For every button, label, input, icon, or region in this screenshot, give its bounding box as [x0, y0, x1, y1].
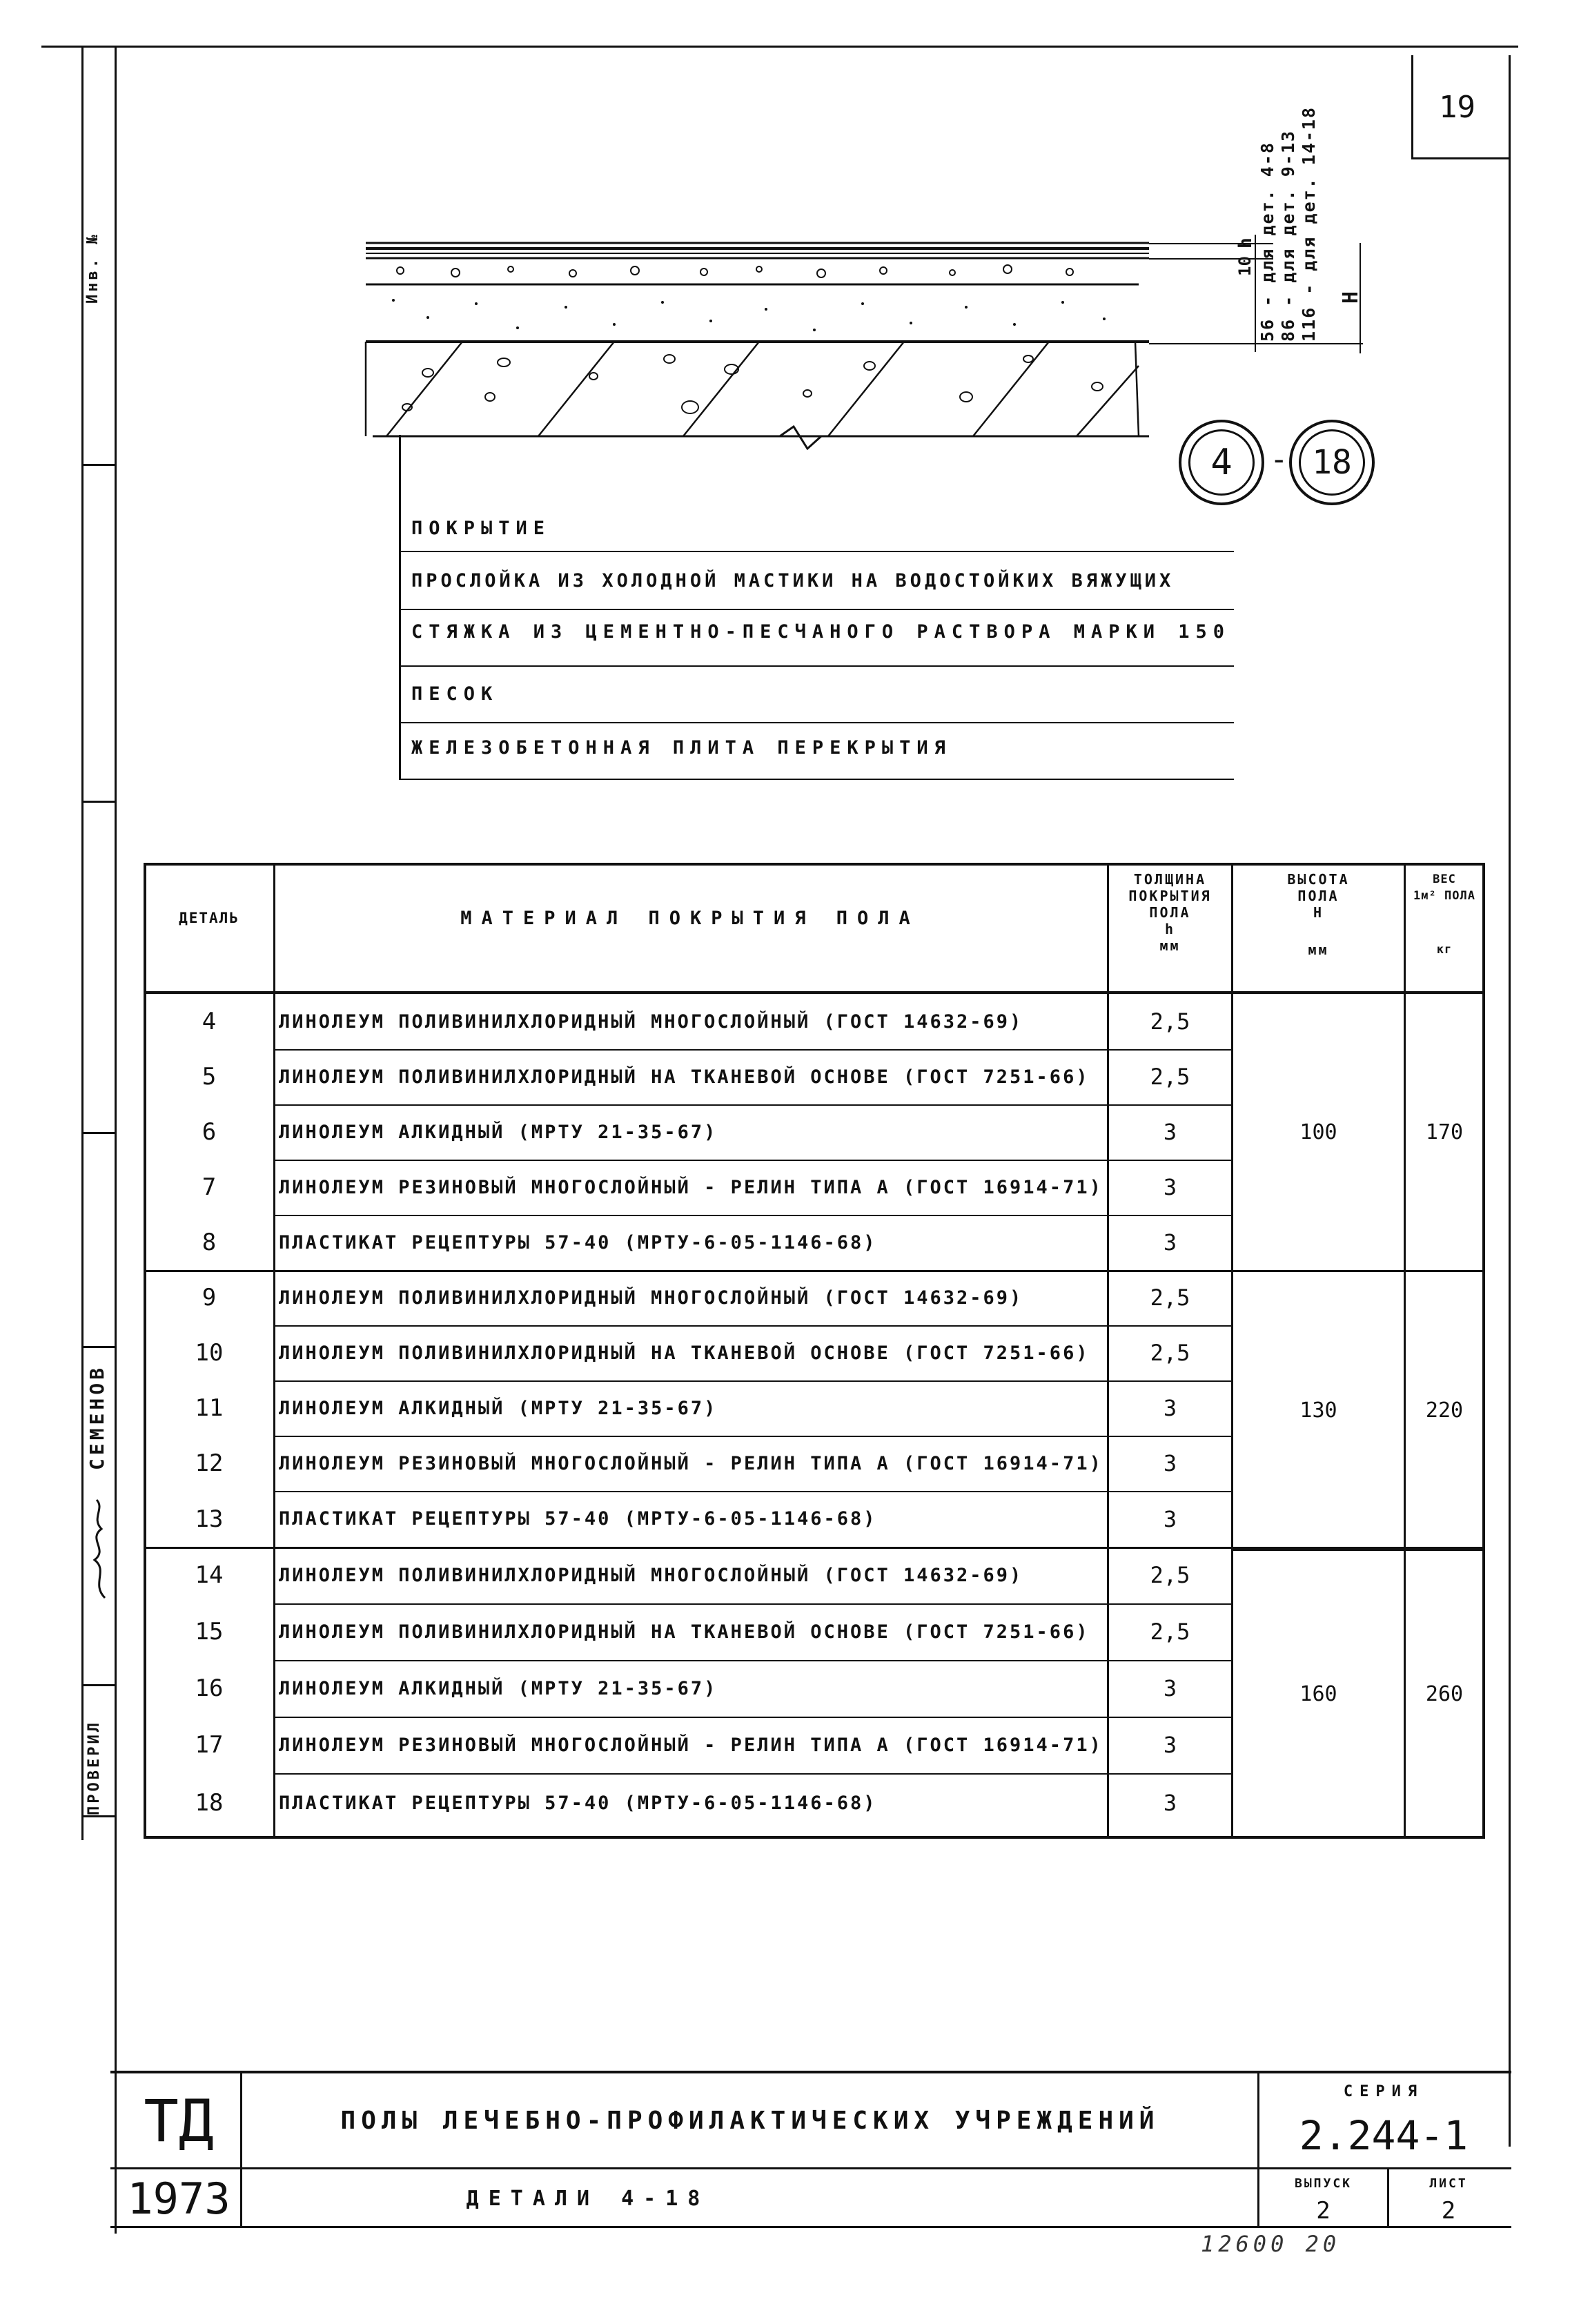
table-row-thickness: 2,5 [1150, 1064, 1190, 1090]
header-material: МАТЕРИАЛ ПОКРЫТИЯ ПОЛА [460, 907, 920, 929]
signature [84, 1494, 112, 1605]
table-row-detail: 4 [202, 1008, 217, 1035]
table-row-thickness: 3 [1163, 1395, 1177, 1421]
table-row-thickness: 2,5 [1150, 1008, 1190, 1035]
table-row-material: ЛИНОЛЕУМ ПОЛИВИНИЛХЛОРИДНЫЙ МНОГОСЛОЙНЫЙ (ГОСТ 14632-69) [279, 1564, 1023, 1586]
table-row-material: ПЛАСТИКАТ РЕЦЕПТУРЫ 57-40 (МРТУ-6-05-1146-68) [279, 1792, 877, 1814]
org-code: ТД [144, 2087, 214, 2155]
group-3-weight: 260 [1425, 1681, 1464, 1706]
table-row-detail: 15 [195, 1618, 224, 1646]
table-row-detail: 6 [202, 1118, 217, 1146]
table-row-detail: 5 [202, 1063, 217, 1091]
floor-section-drawing [345, 221, 1159, 456]
table-row-thickness: 2,5 [1150, 1340, 1190, 1366]
table-row-detail: 18 [195, 1789, 224, 1817]
dim-line-3: 116 - для дет. 14-18 [1299, 106, 1319, 342]
frame-bottom [110, 2226, 1511, 2228]
table-row-thickness: 3 [1163, 1174, 1177, 1200]
table-row-material: ЛИНОЛЕУМ РЕЗИНОВЫЙ МНОГОСЛОЙНЫЙ - РЕЛИН ТИПА А (ГОСТ 16914-71) [279, 1452, 1103, 1474]
sheet-number: 19 [1439, 90, 1475, 125]
table-row-detail: 16 [195, 1674, 224, 1702]
table-row-detail: 17 [195, 1731, 224, 1759]
group-1-weight: 170 [1425, 1120, 1464, 1144]
frame-left-outer [81, 46, 84, 1840]
table-row-material: ЛИНОЛЕУМ РЕЗИНОВЫЙ МНОГОСЛОЙНЫЙ - РЕЛИН ТИПА А (ГОСТ 16914-71) [279, 1734, 1103, 1756]
table-row-thickness: 3 [1163, 1505, 1177, 1532]
table-row-material: ПЛАСТИКАТ РЕЦЕПТУРЫ 57-40 (МРТУ-6-05-1146-68) [279, 1508, 877, 1530]
table-row-detail: 7 [202, 1173, 217, 1201]
group-1-height: 100 [1299, 1120, 1337, 1144]
issue-value: 2 [1316, 2196, 1331, 2225]
table-row-material: ЛИНОЛЕУМ ПОЛИВИНИЛХЛОРИДНЫЙ НА ТКАНЕВОЙ ОСНОВЕ (ГОСТ 7251-66) [279, 1621, 1090, 1643]
table-row-material: ЛИНОЛЕУМ ПОЛИВИНИЛХЛОРИДНЫЙ НА ТКАНЕВОЙ ОСНОВЕ (ГОСТ 7251-66) [279, 1066, 1090, 1088]
issue-label: ВЫПУСК [1294, 2176, 1353, 2191]
side-label-check: ПРОВЕРИЛ [86, 1720, 103, 1815]
group-3-height: 160 [1299, 1681, 1337, 1706]
layer-screed: СТЯЖКА ИЗ ЦЕМЕНТНО-ПЕСЧАНОГО РАСТВОРА МАРКИ 150 [411, 621, 1231, 643]
header-detail: ДЕТАЛЬ [179, 910, 239, 926]
group-2-height: 130 [1299, 1398, 1337, 1423]
drawing-title: ПОЛЫ ЛЕЧЕБНО-ПРОФИЛАКТИЧЕСКИХ УЧРЕЖДЕНИЙ [340, 2107, 1160, 2135]
header-thickness: ТОЛЩИНА ПОКРЫТИЯ ПОЛА h мм [1128, 871, 1212, 954]
table-row-detail: 10 [195, 1339, 224, 1367]
table-row-material: ПЛАСТИКАТ РЕЦЕПТУРЫ 57-40 (МРТУ-6-05-1146-68) [279, 1231, 877, 1253]
detail-circle-start: 4 [1179, 420, 1264, 505]
table-row-thickness: 2,5 [1150, 1562, 1190, 1588]
table-row-detail: 11 [195, 1394, 224, 1422]
layer-slab: ЖЕЛЕЗОБЕТОННАЯ ПЛИТА ПЕРЕКРЫТИЯ [411, 737, 952, 759]
layer-interlayer: ПРОСЛОЙКА ИЗ ХОЛОДНОЙ МАСТИКИ НА ВОДОСТОЙКИХ ВЯЖУЩИХ [411, 570, 1175, 592]
dim-H-label: H [1339, 291, 1363, 304]
detail-circle-end: 18 [1289, 420, 1375, 505]
year: 1973 [127, 2173, 230, 2224]
layer-sand: ПЕСОК [411, 683, 499, 705]
table-row-thickness: 3 [1163, 1229, 1177, 1256]
dim-h-value: 10 [1235, 256, 1255, 276]
table-row-thickness: 3 [1163, 1450, 1177, 1476]
header-height: ВЫСОТА ПОЛА H мм [1287, 871, 1350, 958]
table-row-material: ЛИНОЛЕУМ ПОЛИВИНИЛХЛОРИДНЫЙ МНОГОСЛОЙНЫЙ (ГОСТ 14632-69) [279, 1010, 1023, 1033]
table-row-detail: 8 [202, 1229, 217, 1256]
frame-right [1509, 55, 1511, 2147]
dim-line-2: 86 - для дет. 9-13 [1278, 130, 1298, 342]
table-row-material: ЛИНОЛЕУМ ПОЛИВИНИЛХЛОРИДНЫЙ НА ТКАНЕВОЙ ОСНОВЕ (ГОСТ 7251-66) [279, 1342, 1090, 1364]
table-row-material: ЛИНОЛЕУМ АЛКИДНЫЙ (МРТУ 21-35-67) [279, 1397, 718, 1419]
table-row-thickness: 2,5 [1150, 1285, 1190, 1311]
table-row-detail: 9 [202, 1284, 217, 1311]
table-row-material: ЛИНОЛЕУМ АЛКИДНЫЙ (МРТУ 21-35-67) [279, 1677, 718, 1699]
frame-top [41, 46, 1518, 48]
group-2-weight: 220 [1425, 1398, 1464, 1423]
footer-note: 12600 20 [1201, 2231, 1341, 2257]
detail-range-separator: - [1270, 442, 1293, 477]
side-label-name: СЕМЕНОВ [86, 1364, 108, 1470]
table-row-thickness: 3 [1163, 1790, 1177, 1816]
table-row-detail: 13 [195, 1505, 224, 1533]
sheet-value: 2 [1441, 2196, 1456, 2225]
table-row-material: ЛИНОЛЕУМ ПОЛИВИНИЛХЛОРИДНЫЙ МНОГОСЛОЙНЫЙ (ГОСТ 14632-69) [279, 1287, 1023, 1309]
series-value: 2.244-1 [1299, 2112, 1469, 2159]
table-row-thickness: 3 [1163, 1732, 1177, 1758]
table-row-thickness: 3 [1163, 1119, 1177, 1145]
dim-line-1: 56 - для дет. 4-8 [1257, 141, 1277, 342]
table-row-material: ЛИНОЛЕУМ АЛКИДНЫЙ (МРТУ 21-35-67) [279, 1121, 718, 1143]
side-label-top: Инв. № [84, 232, 101, 304]
drawing-subtitle: ДЕТАЛИ 4-18 [466, 2186, 710, 2211]
header-weight: ВЕС 1м² ПОЛА кг [1413, 872, 1475, 957]
layer-covering: ПОКРЫТИЕ [411, 518, 551, 539]
dim-h-label: h [1235, 237, 1256, 248]
frame-left-inner [115, 46, 117, 2234]
sheet-label: ЛИСТ [1429, 2176, 1468, 2191]
table-row-detail: 14 [195, 1561, 224, 1589]
table-row-material: ЛИНОЛЕУМ РЕЗИНОВЫЙ МНОГОСЛОЙНЫЙ - РЕЛИН ТИПА А (ГОСТ 16914-71) [279, 1176, 1103, 1198]
table-row-thickness: 2,5 [1150, 1619, 1190, 1645]
series-label: СЕРИЯ [1343, 2082, 1424, 2100]
table-row-detail: 12 [195, 1449, 224, 1477]
table-row-thickness: 3 [1163, 1675, 1177, 1701]
